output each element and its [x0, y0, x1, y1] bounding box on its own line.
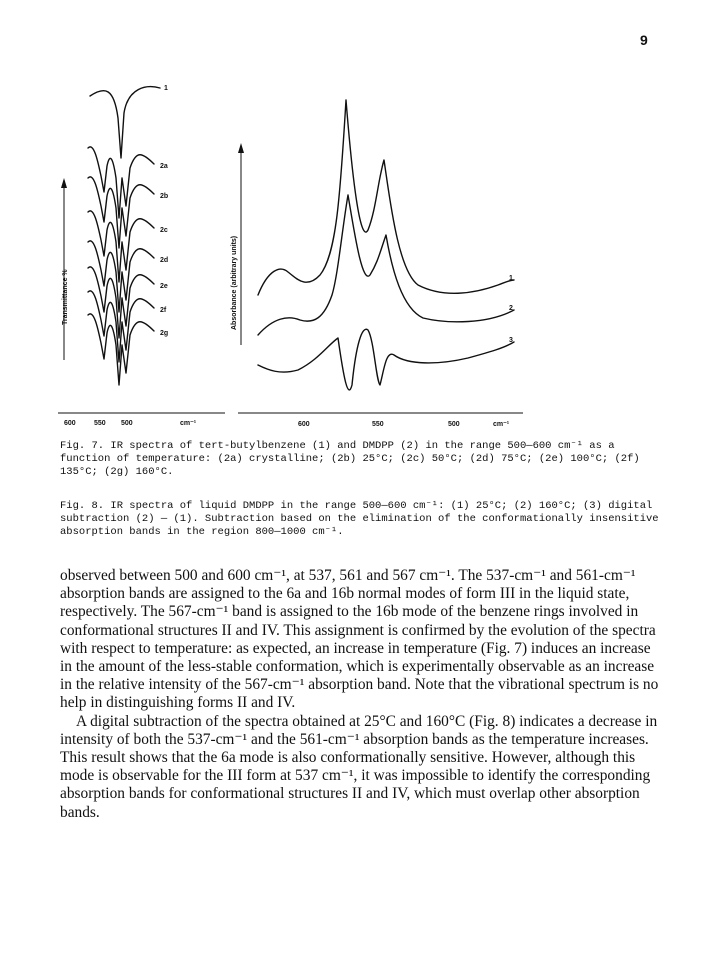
fig8-trace-2: [258, 195, 514, 335]
fig7-trace-label: 2a: [160, 163, 168, 170]
fig8-trace-1: [258, 100, 514, 295]
fig7-trace-label: 2e: [160, 283, 168, 290]
fig7-x-tick: 550: [94, 420, 106, 427]
fig8-x-unit: cm⁻¹: [493, 421, 510, 428]
fig7-trace-1: [90, 87, 160, 158]
fig8-y-axis-label: Absorbance (arbitrary units): [231, 235, 238, 330]
fig8-trace-3: [258, 329, 514, 390]
fig7-trace-label: 2g: [160, 330, 169, 337]
fig8-x-tick: 500: [448, 421, 460, 428]
fig7-x-unit: cm⁻¹: [180, 420, 197, 427]
figure-8-caption: Fig. 8. IR spectra of liquid DMDPP in the range 500—600 cm⁻¹: (1) 25°C; (2) 160°C; (3) digital subtraction (2) — (1). Subtraction based on the elimination of the conformationally insensitive absorption bands in the region 800—1000 cm⁻¹.: [60, 500, 659, 538]
figure-7-ir-transmittance-spectra: [50, 70, 230, 435]
paragraph: A digital subtraction of the spectra obtained at 25°C and 160°C (Fig. 8) indicates a decrease in intensity of both the 537-cm⁻¹ and the 561-cm⁻¹ absorption bands as the temperature increases. This result shows that the 6a mode is also conformationally sensitive. However, although this mode is observable for the III form at 537 cm⁻¹, it was impossible to identify the corresponding absorption bands for conformational structures II and IV, which must overlap other absorption bands.: [60, 712, 658, 821]
fig7-x-tick: 600: [64, 420, 76, 427]
paragraph: observed between 500 and 600 cm⁻¹, at 537, 561 and 567 cm⁻¹. The 537-cm⁻¹ and 561-cm⁻¹ absorption bands are assigned to the 6a and 16b normal modes of form III in the liquid state, respectively. The 567-cm⁻¹ band is assigned to the 16b mode of the benzene rings involved in conformational structures II and IV. This assignment is confirmed by the evolution of the spectra with respect to temperature: as expected, an increase in temperature (Fig. 7) induces an increase in the amount of the less-stable conformation, which is experimentally observable as an increase in the relative intensity of the 567-cm⁻¹ absorption band. Note that the vibrational spectrum is no help in distinguishing forms II and IV.: [60, 567, 659, 712]
figure-8-ir-absorbance-spectra: [228, 80, 528, 435]
fig7-trace-label: 2f: [160, 307, 167, 314]
fig7-trace-label: 2b: [160, 193, 169, 200]
fig7-x-tick: 500: [121, 420, 133, 427]
fig8-trace-label: 1: [509, 275, 513, 282]
fig7-trace-label: 2c: [160, 227, 168, 234]
figure-7-caption: Fig. 7. IR spectra of tert-butylbenzene (1) and DMDPP (2) in the range 500—600 cm⁻¹ as a function of temperature: (2a) crystalline; (2b) 25°C; (2c) 50°C; (2d) 75°C; (2e) 100°C; (2f) 135°C; (2g) 160°C.: [60, 440, 640, 478]
fig8-trace-label: 3: [509, 337, 513, 344]
fig7-y-axis-label: Transmittance %: [62, 269, 69, 325]
fig8-x-tick: 600: [298, 421, 310, 428]
page-number: 9: [640, 32, 648, 48]
fig7-trace-2g: [88, 314, 154, 385]
body-text: [60, 567, 665, 822]
fig8-trace-label: 2: [509, 305, 513, 312]
fig7-trace-label: 2d: [160, 257, 169, 264]
fig8-x-tick: 550: [372, 421, 384, 428]
fig7-trace-label: 1: [164, 85, 168, 92]
